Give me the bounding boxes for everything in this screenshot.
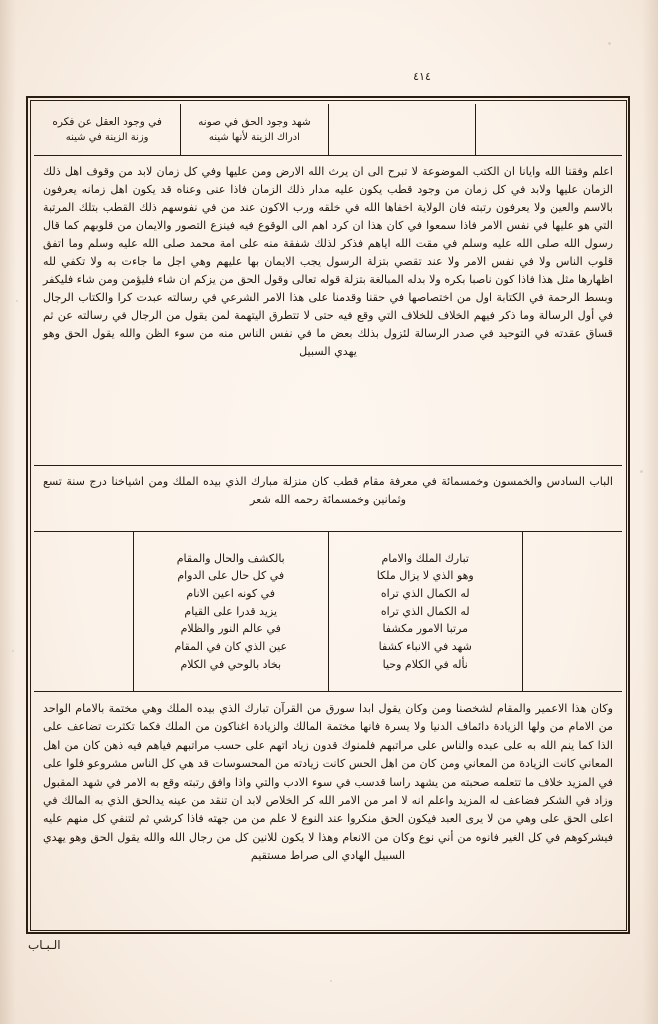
poem-line: في عالم النور والظلام	[180, 622, 281, 636]
poem-line: مرتبا الامور مكشفا	[382, 622, 469, 636]
poem-box	[133, 532, 523, 691]
body-paragraph-1: اعلم وفقنا الله وايانا ان الكتب الموضوعة لا تبرح الى ان يرث الله الارض ومن عليها وفي كل زمان لابد من وقوف اهل ذلك الزمان عليها ولابد في كل زمان من وجود قطب يكون عليه مدار ذلك الزمان فاذا عنى وعناه قد يكون اهل زمانه يعرفون بالاسم والعين ولا يعرفون رتبته فان الولاية اخفاها الله في خلقه ورب الاكون عند من في نفوسهم ذلك القطب بتلك المرتبة التي هو عليها في نفس الامر فاذا سمعوا في كان هذا ان كرد اهم الى الوقوع فيه فينزع التصور والايمان من قلوبهم كما قال رسول الله صلى الله عليه وسلم في مقت الله اياهم فذكر لذلك شفقة منه على امة محمد صلى الله عليه وسلم وما اتفق قلوب الناس ولا في نفس الامر ولا عند تقصي بتزلة الرسول يجب الايمان بها عليهم وهي اجل ما جاءت به ولا تكفي لله اظهارها مثل هذا فاذا كون ناصبا بكره ولا بدله المبالغة بتزلة قوله تعالى وقول الحق من يزكم ان شاء فليؤمن ومن شاء فليكفر وبسط الرحمة في الكتابة اول من اختصاصها في حقنا وقدمنا على هذا الامر الشرعي في رسالته عبدت كرا والكتاب الرجال في أول الرسالة وما ذكر فيهم الخلاف للخلاف التي وقع فيه حتى لا تتطرق اليتهمة لمن يقول من الرجال في رسالته عن ثم قساق عقدته في التوحيد في صدر الرسالة لئزول بذلك بعض ما في نفس الناس منه من سوء الظن والله يقول الحق وهو يهدي السبيل	[34, 156, 622, 466]
poem-line: بالكشف والحال والمقام	[176, 551, 285, 565]
header-cell-1-line2: وزنة الزينة في شينه	[65, 131, 149, 143]
poem-table	[34, 532, 622, 692]
poem-line: له الكمال الذي تراه	[380, 604, 470, 618]
poem-line: وهو الذي لا يزال ملكا	[376, 569, 474, 583]
poem-line: نأله في الكلام وحيا	[382, 657, 468, 671]
paper-speck	[330, 980, 332, 982]
poem-line: في كونه اعين الانام	[186, 587, 276, 601]
header-cell-2-line1: شهد وجود الحق في صونه	[198, 115, 311, 128]
page-content	[34, 104, 622, 927]
poem-line: تبارك الملك والامام	[381, 551, 469, 565]
header-cell-2-line2: ادراك الزينة لأنها شينه	[208, 131, 300, 143]
folio-number: ٤١٤	[413, 70, 431, 83]
poem-column-left	[134, 532, 328, 691]
page-edge-shadow-right	[642, 0, 658, 1024]
poem-line: في كل حال على الدوام	[177, 569, 285, 583]
header-cell-1-line1: في وجود العقل عن فكره	[52, 115, 162, 128]
header-cell-3	[329, 104, 476, 155]
header-cell-4	[476, 104, 622, 155]
poem-line: بخاد بالوحي في الكلام	[180, 657, 282, 671]
paper-speck	[608, 42, 611, 45]
body-paragraph-3: وكان هذا الاعمير والمقام لشخصنا ومن وكان يقول ابدا سورق من القرآن تبارك الذي بيده الملك وهي مختمة بالامام الواحد من الامام من ولها الزيادة دائماف الدنيا ولا يسرة فانها مختمة المالك والزيادة اغناكون من الملك فكما تكثرت تضاعف على الذا كما ينم الله به على عبده والناس على مراتبهم فلمنوك قدون زياد اتهم على حسب مراتبهم فياهم فيه ذهن كان من اهل المعاني كانت الزيادة من المعاني ومن كان من اهل الحس كانت زيادته من المحسوسات قد هي كل الناس مشروعو فلوا على في المزيد خلاف ما تتعلمه صحبته من يشهد راسا قدسب في سوء الادب والتي واذا وافق رتبته وقع به الامر في شهد المقبول وزاد في الشكر فضاعف له المزيد واعلم انه لا امر من الامر الله كر الخلاص لابد ان تنقد من عينه يدالحق الذي به المالك في اعلى الحق على وهي من لا يرى العبد فيكون الحق منكروا عند النوع لا علم من من جهته فاذا كرشي ثم لتنفي كل منهم عليه فيشركوهم في كل الغير فانوه من أني نوع وكان من الانعام وهذا لا يكون للانين كل من رجال الله والله يقول الحق وهو يهدي السبيل الهادي الى صراط مستقيم	[43, 702, 613, 863]
header-cell-2	[181, 104, 328, 155]
header-table	[34, 104, 622, 156]
poem-line: عين الذي كان في المقام	[174, 639, 288, 653]
poem-column-right	[328, 532, 523, 691]
page-edge-shadow-left	[0, 0, 16, 1024]
header-cell-1	[34, 104, 181, 155]
paper-speck	[640, 470, 643, 473]
poem-line: له الكمال الذي تراه	[380, 587, 470, 601]
catchword: الـبـاب	[28, 938, 61, 952]
body-paragraph-2: الباب السادس والخمسون وخمسمائة في معرفة مقام قطب كان منزلة مبارك الذي بيده الملك ومن اشياخنا درج سنة تسع وثمانين وخمسمائة رحمه الله شعر	[34, 466, 622, 532]
poem-line: يزيد قدرا على القيام	[184, 604, 278, 618]
paper-speck	[16, 300, 18, 302]
poem-line: شهد في الانباء كشفا	[378, 639, 472, 653]
paper-speck	[12, 650, 14, 652]
